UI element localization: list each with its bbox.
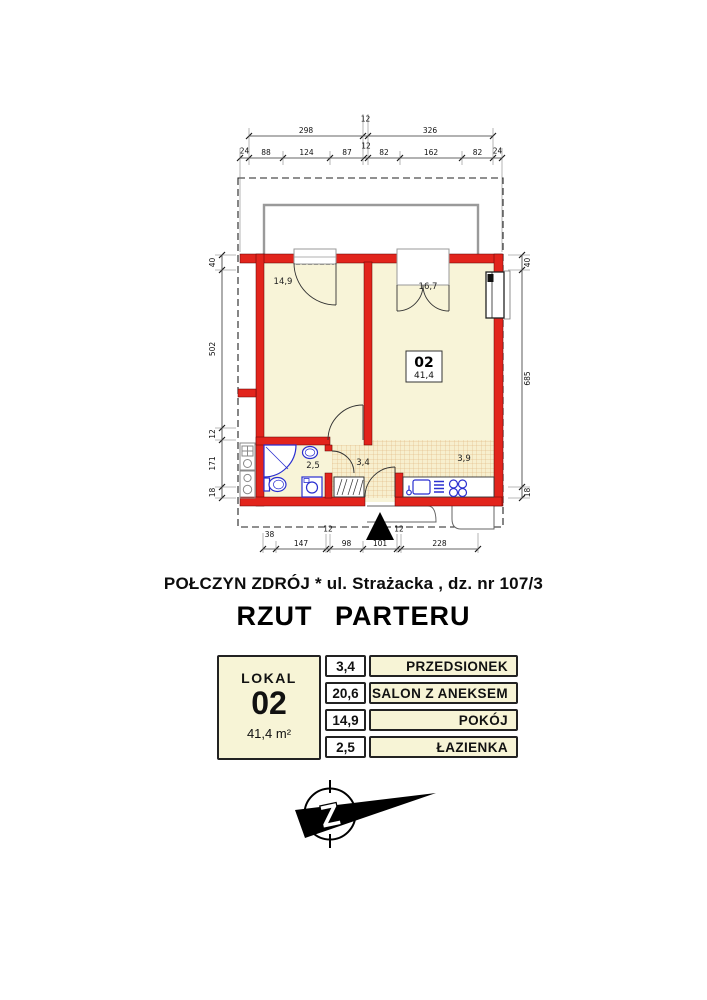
- svg-text:82: 82: [379, 148, 389, 157]
- room-label-przedsionek: 3,4: [356, 458, 370, 468]
- unit-area: 41,4: [413, 371, 435, 381]
- lokal-label: LOKAL: [241, 670, 297, 686]
- dimension-extensions: [240, 114, 502, 252]
- svg-text:326: 326: [422, 126, 438, 135]
- svg-text:12: 12: [208, 429, 217, 439]
- dimensions-top: [237, 114, 505, 252]
- svg-text:171: 171: [208, 456, 217, 471]
- svg-text:124: 124: [299, 148, 314, 157]
- unit-number: 02: [414, 355, 434, 371]
- wall-top-2: [336, 254, 397, 263]
- svg-text:12: 12: [323, 524, 333, 534]
- svg-text:685: 685: [523, 371, 532, 386]
- room-area-przedsionek: 3,4: [325, 655, 366, 677]
- svg-text:82: 82: [472, 148, 483, 157]
- svg-text:40: 40: [208, 257, 217, 268]
- wall-bathroom-right-b: [325, 473, 332, 498]
- wall-top-1: [240, 254, 294, 263]
- svg-text:228: 228: [432, 539, 447, 548]
- room-name-salon: SALON Z ANEKSEM: [369, 682, 518, 704]
- svg-text:147: 147: [293, 539, 309, 548]
- dim-top: 298: [298, 126, 314, 135]
- svg-text:12: 12: [360, 114, 371, 124]
- neighbour-fixtures: [240, 443, 255, 498]
- north-arrow-compass: [278, 773, 448, 873]
- svg-text:87: 87: [342, 148, 352, 157]
- lokal-area: 41,4 m²: [246, 726, 292, 741]
- location-line: POŁCZYN ZDRÓJ * ul. Strażacka , dz. nr 107/3: [163, 574, 544, 593]
- legend-table: [217, 655, 518, 761]
- dimension-ticks: [237, 133, 505, 161]
- wall-bottom-2: [395, 497, 502, 506]
- room-label-aneks: 3,9: [457, 454, 471, 464]
- svg-text:18: 18: [208, 487, 217, 498]
- room-area-pokoj: 14,9: [325, 709, 366, 731]
- wall-right-1: [494, 254, 503, 272]
- svg-text:12: 12: [394, 524, 404, 534]
- drawing-title: RZUT PARTERU: [236, 601, 471, 631]
- lokal-box: [217, 655, 321, 760]
- svg-text:24: 24: [492, 146, 503, 156]
- unit-label-box: [406, 351, 442, 382]
- room-label-pokoj: 14,9: [273, 277, 293, 287]
- svg-text:24: 24: [239, 146, 250, 156]
- dimensions-right: [508, 252, 532, 501]
- kitchen-counter: [403, 477, 494, 497]
- svg-text:502: 502: [208, 341, 217, 357]
- svg-text:162: 162: [423, 148, 439, 157]
- svg-text:98: 98: [341, 539, 352, 548]
- svg-text:40: 40: [523, 257, 532, 268]
- room-name-przedsionek: PRZEDSIONEK: [369, 655, 518, 677]
- wall-stub-left: [238, 389, 256, 397]
- wall-bottom-1: [240, 497, 365, 506]
- room-name-pokoj: POKÓJ: [369, 709, 518, 731]
- wall-divider: [364, 262, 372, 445]
- svg-text:18: 18: [523, 487, 532, 498]
- compass-letter: Z: [317, 796, 344, 835]
- room-area-lazienka: 2,5: [325, 736, 366, 758]
- wall-bathroom-top: [256, 437, 330, 445]
- vestibule-cabinet: [334, 477, 364, 497]
- room-area-salon: 20,6: [325, 682, 366, 704]
- terrace-outline: [264, 205, 478, 254]
- svg-text:12: 12: [361, 141, 371, 151]
- svg-text:88: 88: [261, 148, 271, 157]
- room-label-salon: 16,7: [418, 282, 438, 292]
- room-name-lazienka: ŁAZIENKA: [369, 736, 518, 758]
- wall-stub-vestibule: [395, 473, 403, 497]
- svg-text:38: 38: [264, 530, 275, 539]
- svg-text:101: 101: [372, 539, 388, 548]
- room-label-lazienka: 2,5: [306, 461, 320, 471]
- wall-left: [256, 254, 264, 506]
- dimensions-left: [208, 252, 236, 501]
- wall-bathroom-right-a: [325, 445, 332, 451]
- lokal-number: 02: [251, 685, 287, 721]
- window-right: [486, 271, 510, 319]
- wall-right-2: [494, 318, 503, 506]
